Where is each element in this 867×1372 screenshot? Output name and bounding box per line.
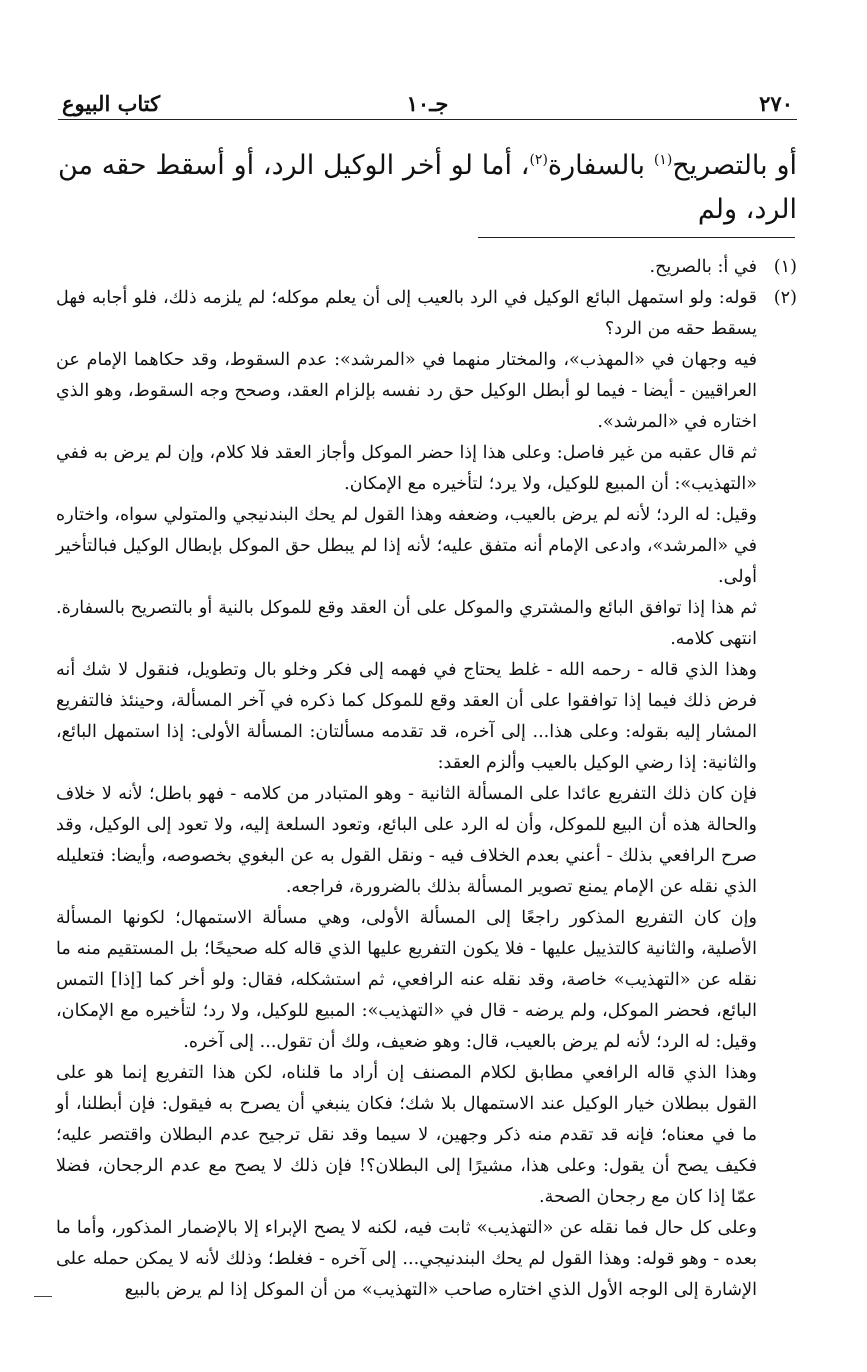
footnote-paragraph: وهذا الذي قاله - رحمه الله - غلط يحتاج في فهمه إلى فكر وخلو بال وتطويل، فنقول لا شك أنه فرض ذلك فيما إذا توافقوا على أن العقد وقع للموكل كما ذكره في آخر المسألة، وحينئذ فالتفريع المشار إليه بقوله: وعلى هذا... إلى آخره، قد تقدمه مسألتان: المسألة الأولى: إذا استمهل البائع، والثانية: إذا رضي الوكيل بالعيب وألزم العقد: [56,660,757,773]
footnote-paragraph: فإن كان ذلك التفريع عائدا على المسألة الثانية - وهو المتبادر من كلامه - فهو باطل؛ لأنه لا خلاف والحالة هذه أن البيع للموكل، وأن له الرد على البائع، وتعود السلعة إليه، ولا تعود إلى الوكيل، وقد صرح الرافعي بذلك - أعني بعدم الخلاف فيه - ونقل القول به عن البغوي بخصوصه، وأيضا: فتعليله الذي نقله عن الإمام يمنع تصوير المسألة بذلك بالضرورة، فراجعه. [56,784,757,897]
book-title: كتاب البيوع [62,91,161,116]
footnote-body [56,283,757,1306]
main-text [58,138,797,232]
footnote-ref-2: (٢) [529,152,548,168]
header-rule [58,119,797,120]
footnote-paragraph: وهذا الذي قاله الرافعي مطابق لكلام المصنف إن أراد ما قلناه، لكن هذا التفريع إنما هو على القول ببطلان خيار الوكيل عند الاستمهال بلا شك؛ فكان ينبغي أن يصرح به فيقول: فإن أبطلنا، أو ما في معناه؛ فإنه قد تقدم منه ذكر وجهين، لا سيما وقد نقل ترجيح عدم البطلان واقتصر عليه؛ فكيف يصح أن يقول: وعلى هذا، مشيرًا إلى البطلان؟! فإن ذلك لا يصح مع عدم الرجحان، فضلا عمّا إذا كان مع رجحان الصحة. [56,1063,757,1207]
footnote-2 [56,283,797,1306]
page-number: ٢٧٠ [759,91,793,116]
footnote-paragraph: فيه وجهان في «المهذب»، والمختار منهما في «المرشد»: عدم السقوط، وقد حكاهما الإمام عن العراقيين - أيضا - فيما لو أبطل الوكيل حق رد نفسه بإلزام العقد، وصحح وجه السقوط، وهو الذي اختاره في «المرشد». [56,350,757,432]
footnote-paragraph: وإن كان التفريع المذكور راجعًا إلى المسألة الأولى، وهي مسألة الاستمهال؛ لكونها المسألة الأصلية، والثانية كالتذييل عليها - فلا يكون التفريع عليها الذي قاله كله صحيحًا؛ بل المستقيم منه ما نقله عن «التهذيب» خاصة، وقد نقله عنه الرافعي، ثم استشكله، فقال: ولو أخر كما [إذا] التمس البائع، فحضر الموكل، ولم يرضه - قال في «التهذيب»: المبيع للوكيل، ولا رد؛ لتأخيره مع الإمكان، وقيل: له الرد؛ لأنه لم يرض بالعيب، قال: وهو ضعيف، ولك أن تقول... إلى آخره. [56,908,757,1052]
footnote-number: (٢) [773,288,797,308]
footnote-paragraph: وعلى كل حال فما نقله عن «التهذيب» ثابت فيه، لكنه لا يصح الإبراء إلا بالإضمار المذكور، وأما ما بعده - وهو قوله: وهذا القول لم يحك البندنيجي... إلى آخره - فغلط؛ وذلك لأنه لا يمكن حمله على الإشارة إلى الوجه الأول الذي اختاره صاحب «التهذيب» من أن الموكل إذا لم يرض بالبيع [56,1218,757,1300]
margin-mark [34,1296,52,1297]
footnote-separator [478,237,795,238]
main-text-part-3: ، أما لو أخر الوكيل الرد، أو أسقط حقه من الرد، ولم [58,150,797,225]
footnote-paragraph: وقيل: له الرد؛ لأنه لم يرض بالعيب، وضعفه وهذا القول لم يحك البندنيجي والمتولي سواه، واختاره في «المرشد»، وادعى الإمام أنه متفق عليه؛ لأنه إذا لم يبطل حق الموكل بإبطال الوكيل فبالتأخير أولى. [56,505,757,587]
footnote-paragraph: ثم قال عقبه من غير فاصل: وعلى هذا إذا حضر الموكل وأجاز العقد فلا كلام، وإن لم يرض به ففي «التهذيب»: أن المبيع للوكيل، ولا يرد؛ لتأخيره مع الإمكان. [56,443,757,494]
footnote-body [56,252,757,283]
main-text-part-1: أو بالتصريح [672,150,797,181]
running-header [62,82,793,116]
footnote-number: (١) [773,257,797,277]
footnotes [56,252,797,1306]
footnote-1 [56,252,797,283]
footnote-paragraph: في أ: بالصريح. [649,257,757,277]
main-text-part-2: بالسفارة [547,150,654,181]
footnote-paragraph: قوله: ولو استمهل البائع الوكيل في الرد بالعيب إلى أن يعلم موكله؛ لم يلزمه ذلك، فلو أجابه فهل يسقط حقه من الرد؟ [56,288,757,339]
footnote-paragraph: ثم هذا إذا توافق البائع والمشتري والموكل على أن العقد وقع للموكل بالنية أو بالتصريح بالسفارة. انتهى كلامه. [56,598,757,649]
footnote-ref-1: (١) [653,152,673,168]
volume-label: جـ١٠ [406,91,449,116]
